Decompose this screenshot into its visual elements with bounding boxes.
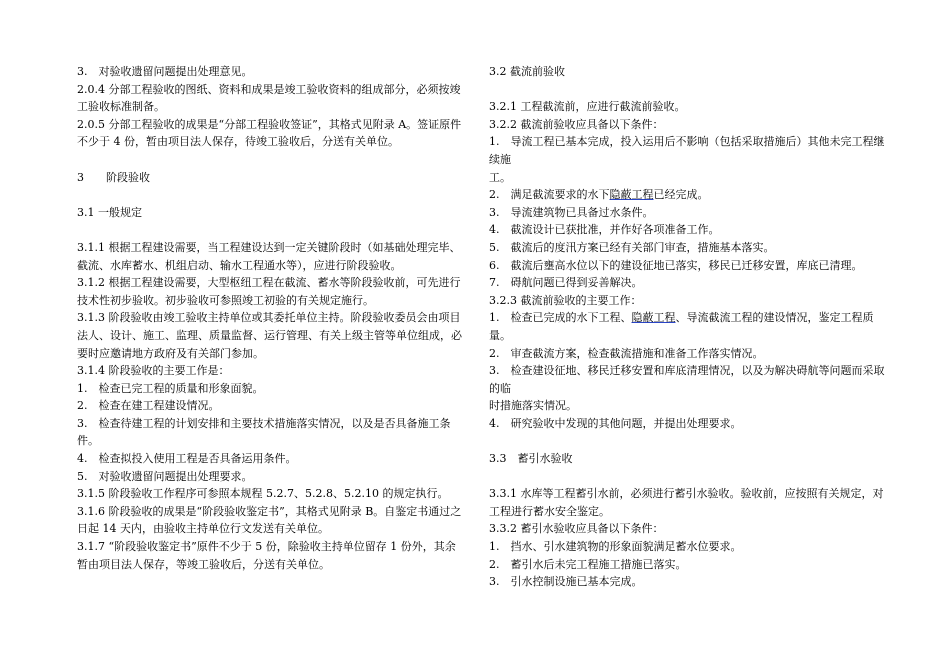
hidden-works-link[interactable]: 隐蔽工程 (631, 311, 676, 325)
paragraph-3-1-2: 3.1.2 根据工程建设需要，大型枢纽工程在截流、蓄水等阶段验收前，可先进行技术性初步验收。初步验收可参照竣工初验的有关规定施行。 (77, 276, 461, 307)
list-item: 6. 截流后壅高水位以下的建设征地已落实，移民已迁移安置，库底已清理。 (489, 258, 863, 272)
item-line: 3. 对验收遗留问题提出处理意见。 (77, 65, 253, 78)
paragraph-3-1-1: 3.1.1 根据工程建设需要，当工程建设达到一定关键阶段时（如基础处理完毕、截流、水库蓄水、机组启动、输水工程通水等），应进行阶段验收。 (77, 240, 461, 272)
list-item: 5. 截流后的度汛方案已经有关部门审查，措施基本落实。 (489, 240, 775, 254)
paragraph-3-1-5: 3.1.5 阶段验收工作程序可参照本规程 5.2.7、5.2.8、5.2.10 的规定执行。 (77, 487, 449, 501)
list-item-text: 2. 满足截流要求的水下 (489, 188, 610, 202)
section-heading-3-2: 3.2 截流前验收 (489, 65, 565, 78)
paragraph-3-2-2: 3.2.2 截流前验收应具备以下条件： (489, 117, 664, 131)
paragraph-3-1-7: 3.1.7 “阶段验收鉴定书”原件不少于 5 份，除验收主持单位留存 1 份外，其余暂由项目法人保存，等竣工验收后，分送有关单位。 (77, 540, 456, 571)
paragraph-3-1-4: 3.1.4 阶段验收的主要工作是： (77, 364, 230, 378)
paragraph-3-1-3: 3.1.3 阶段验收由竣工验收主持单位或其委托单位主持。阶段验收委员会由项目法人、设计、施工、监理、质量监督、运行管理、有关上级主管等单位组成，必要时应邀请地方政府及有关部门参加。 (77, 311, 462, 360)
list-item: 3. 检查建设征地、移民迁移安置和库底清理情况，以及为解决碍航等问题而采取的临 (489, 364, 885, 395)
list-item-text: 1. 检查已完成的水下工程、 (489, 311, 632, 325)
list-item: 4. 截流设计已获批准，并作好各项准备工作。 (489, 223, 720, 237)
list-item: 7. 碍航问题已得到妥善解决。 (489, 276, 643, 290)
section-heading-3-3: 3.3 蓄引水验收 (489, 452, 573, 466)
list-item: 1. 检查已完工程的质量和形象面貌。 (77, 381, 264, 395)
list-item-text: 、导流截流工程的建设情况，鉴定工程质量。 (489, 311, 874, 342)
paragraph-3-2-3: 3.2.3 截流前验收的主要工作： (489, 293, 642, 307)
paragraph-3-3-1: 3.3.1 水库等工程蓄引水前，必须进行蓄引水验收。验收前，应按照有关规定，对工程进行蓄水安全鉴定。 (489, 487, 884, 518)
list-item-continuation: 工。 (489, 170, 511, 184)
list-item: 4. 检查拟投入使用工程是否具备运用条件。 (77, 452, 297, 466)
right-column (489, 63, 887, 591)
paragraph-2-0-5: 2.0.5 分部工程验收的成果是“分部工程验收签证”，其格式见附录 A。签证原件不少于 4 份，暂由项目法人保存，待竣工验收后，分送有关单位。 (77, 117, 462, 149)
list-item-continuation: 时措施落实情况。 (489, 399, 577, 413)
list-item: 1. 挡水、引水建筑物的形象面貌满足蓄水位要求。 (489, 540, 742, 554)
hidden-works-link[interactable]: 隐蔽工程 (609, 188, 654, 202)
paragraph-2-0-4: 2.0.4 分部工程验收的图纸、资料和成果是竣工验收资料的组成部分，必须按竣工验收标准制备。 (77, 82, 461, 114)
list-item (489, 309, 887, 344)
list-item-text: 已经完成。 (653, 188, 709, 202)
list-item: 2. 检查在建工程建设情况。 (77, 399, 220, 413)
paragraph-3-3-2: 3.3.2 蓄引水验收应具备以下条件： (489, 522, 664, 536)
list-item: 3. 引水控制设施已基本完成。 (489, 575, 643, 589)
paragraph-3-2-1: 3.2.1 工程截流前，应进行截流前验收。 (489, 100, 686, 114)
paragraph-3-1-6: 3.1.6 阶段验收的成果是“阶段验收鉴定书”，其格式见附录 B。自鉴定书通过之日起 14 天内，由验收主持单位行文发送有关单位。 (77, 504, 462, 536)
list-item: 3. 导流建筑物已具备过水条件。 (489, 205, 654, 219)
list-item: 4. 研究验收中发现的其他问题，并提出处理要求。 (489, 416, 742, 430)
left-column (77, 63, 465, 573)
list-item: 5. 对验收遗留问题提出处理要求。 (77, 469, 253, 483)
list-item: 2. 蓄引水后未完工程施工措施已落实。 (489, 557, 687, 571)
section-heading-3: 3 阶段验收 (77, 170, 150, 184)
list-item: 3. 检查待建工程的计划安排和主要技术措施落实情况，以及是否具备施工条件。 (77, 416, 451, 448)
list-item: 1. 导流工程已基本完成，投入运用后不影响（包括采取措施后）其他未完工程继续施 (489, 135, 885, 166)
list-item: 2. 审查截流方案，检查截流措施和准备工作落实情况。 (489, 346, 764, 360)
section-heading-3-1: 3.1 一般规定 (77, 205, 142, 219)
list-item (489, 186, 887, 204)
